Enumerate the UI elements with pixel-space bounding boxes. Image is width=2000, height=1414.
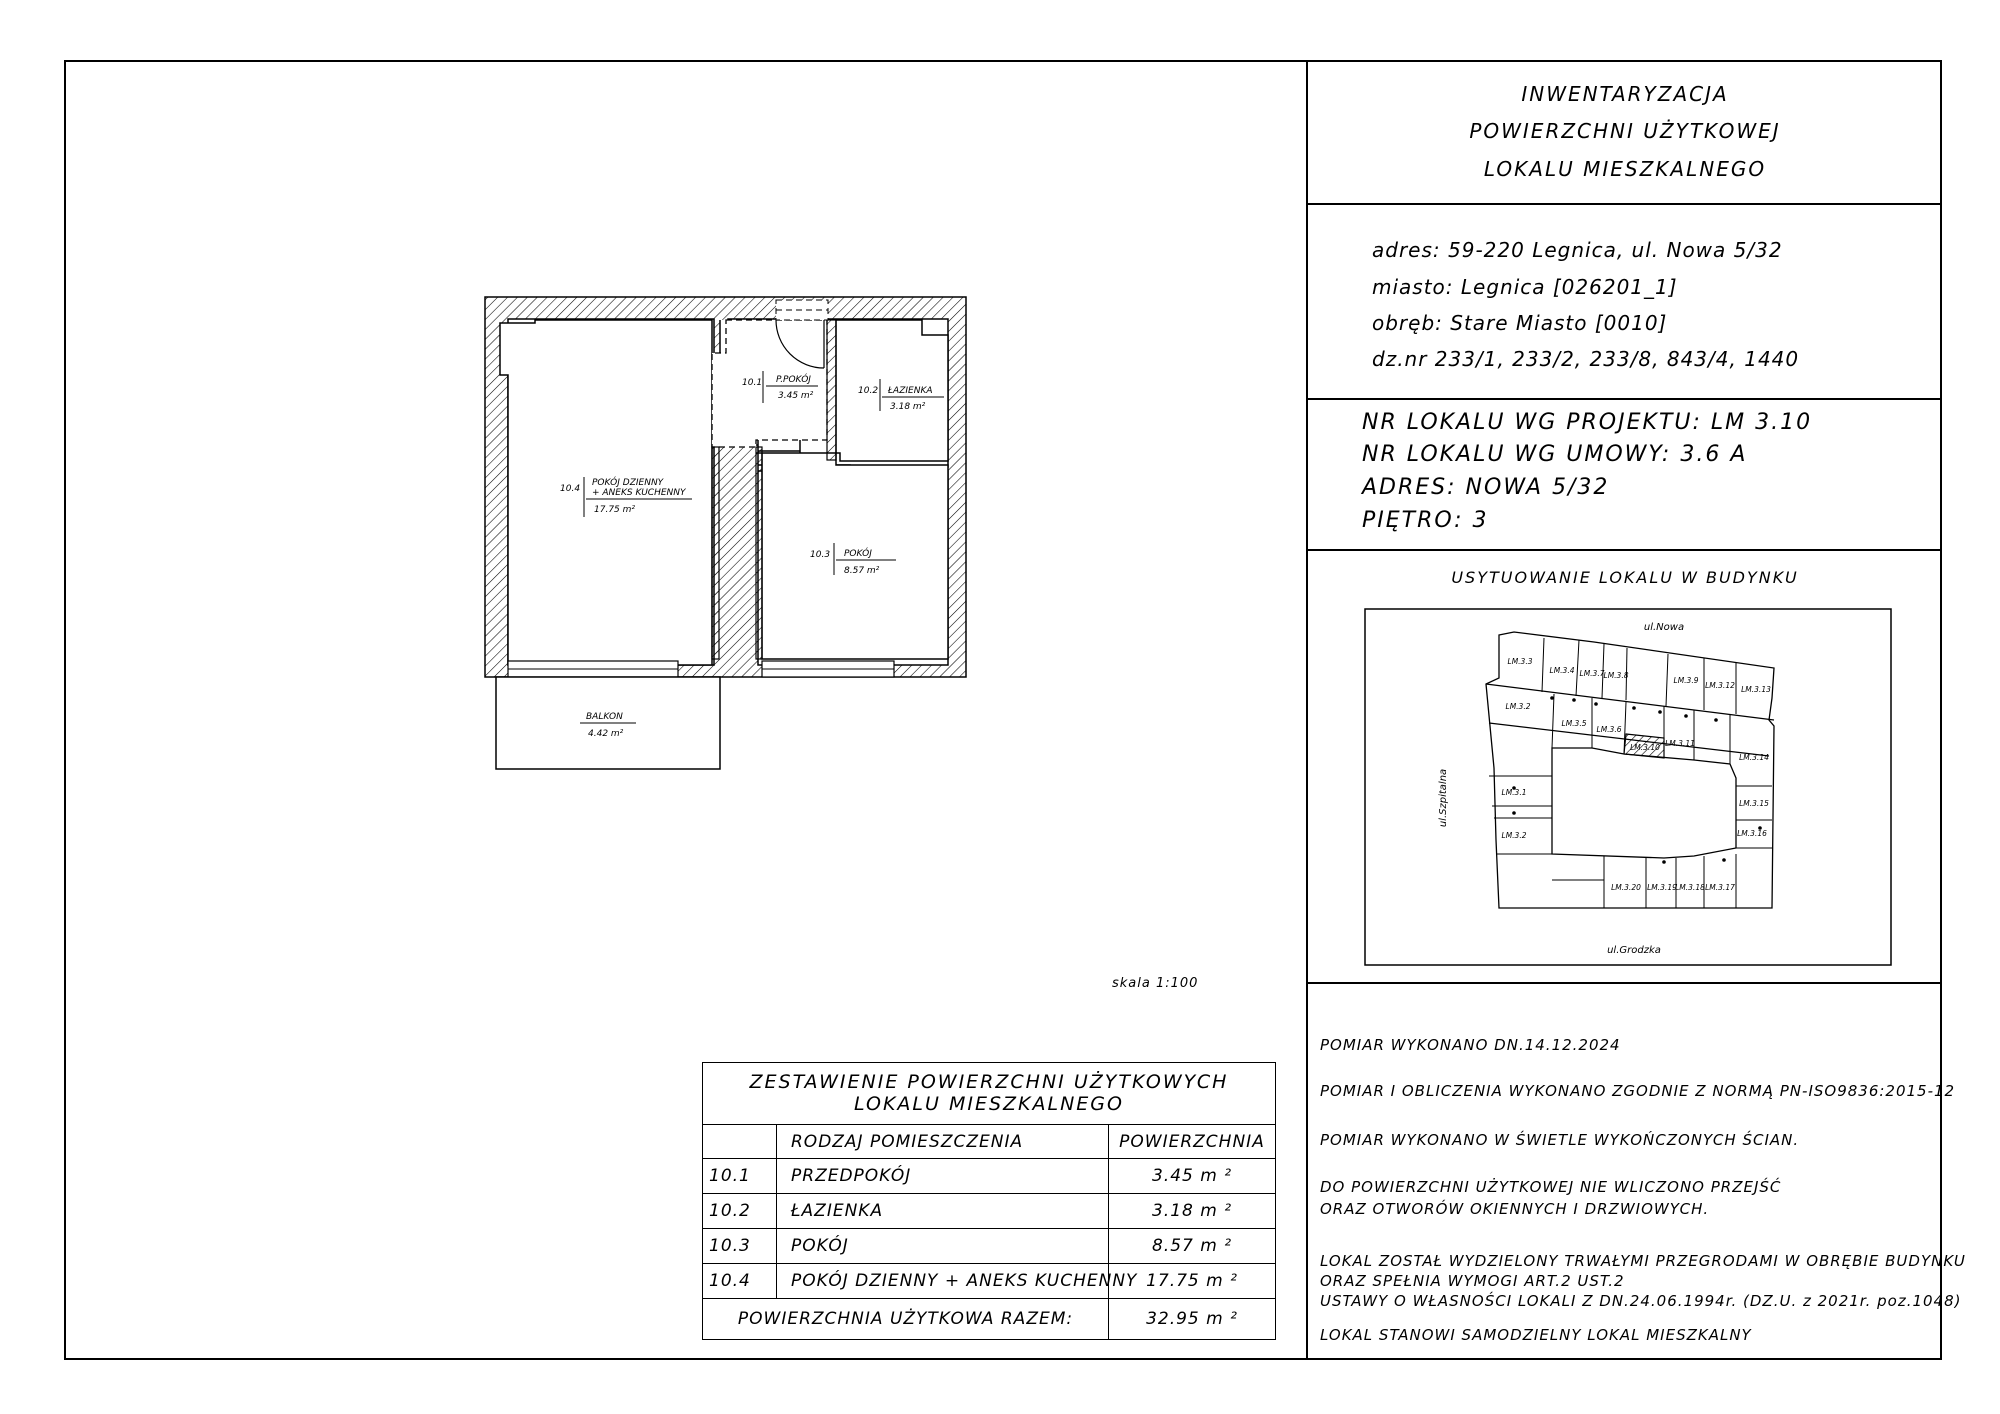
- street-west: ul.Szpitalna: [1438, 768, 1449, 828]
- site-unit-label: LM.3.6: [1596, 725, 1622, 734]
- summary-title-line: ZESTAWIENIE POWIERZCHNI UŻYTKOWYCH: [749, 1071, 1229, 1093]
- room-area: 8.57 m²: [844, 566, 880, 576]
- summary-title: [703, 1063, 1275, 1125]
- site-plan-title: USYTUOWANIE LOKALU W BUDYNKU: [1451, 568, 1799, 587]
- balcony-name: BALKON: [586, 712, 623, 722]
- site-unit-label: LM.3.14: [1739, 753, 1769, 762]
- table-row: [703, 1159, 1275, 1194]
- site-unit-label: LM.3.7: [1579, 669, 1605, 678]
- table-header-row: [703, 1125, 1275, 1159]
- divider-title: [1306, 203, 1942, 205]
- site-unit-label: LM.3.15: [1739, 799, 1769, 808]
- total-value: 32.95 m ²: [1146, 1309, 1238, 1329]
- note-measurement-date: POMIAR WYKONANO DN.14.12.2024: [1320, 1036, 1621, 1054]
- site-unit-label: LM.3.2: [1501, 831, 1527, 840]
- site-unit-label: LM.3.13: [1741, 685, 1771, 694]
- note-finished-walls: POMIAR WYKONANO W ŚWIETLE WYKOŃCZONYCH ŚCIAN.: [1320, 1131, 1800, 1149]
- room-number: 10.1: [742, 378, 763, 388]
- table-row: [703, 1264, 1275, 1299]
- street-north: ul.Nowa: [1643, 622, 1685, 633]
- site-unit-label: LM.3.10: [1630, 743, 1660, 752]
- title-line-2: POWIERZCHNI UŻYTKOWEJ: [1469, 119, 1781, 143]
- note-exclusions-1: DO POWIERZCHNI UŻYTKOWEJ NIE WLICZONO PRZEJŚĆ: [1320, 1178, 1782, 1196]
- row-name: POKÓJ: [777, 1229, 1109, 1263]
- unit-contract-number: NR LOKALU WG UMOWY: 3.6 A: [1362, 442, 1748, 467]
- total-label: POWIERZCHNIA UŻYTKOWA RAZEM:: [703, 1299, 1109, 1339]
- balcony-area: 4.42 m²: [588, 729, 624, 739]
- row-no: 10.2: [703, 1194, 777, 1228]
- room-name: + ANEKS KUCHENNY: [592, 488, 686, 498]
- note-legal-1: LOKAL ZOSTAŁ WYDZIELONY TRWAŁYMI PRZEGRODAMI W OBRĘBIE BUDYNKU: [1320, 1252, 1966, 1270]
- row-name: POKÓJ DZIENNY + ANEKS KUCHENNY: [777, 1264, 1109, 1298]
- summary-title-line: LOKALU MIESZKALNEGO: [854, 1093, 1124, 1115]
- divider-unit: [1306, 549, 1942, 551]
- site-unit-label: LM.3.19: [1647, 883, 1677, 892]
- unit-floor: PIĘTRO: 3: [1362, 508, 1489, 533]
- note-legal-3: USTAWY O WŁASNOŚCI LOKALI Z DN.24.06.1994r. (DZ.U. z 2021r. poz.1048): [1320, 1292, 1962, 1310]
- row-no: 10.1: [703, 1159, 777, 1193]
- site-unit-label: LM.3.8: [1603, 671, 1629, 680]
- site-plan: [1364, 608, 1892, 966]
- note-independent-unit: LOKAL STANOWI SAMODZIELNY LOKAL MIESZKALNY: [1320, 1326, 1752, 1344]
- table-row: [703, 1229, 1275, 1264]
- title-block-divider: [1306, 60, 1308, 1360]
- room-name: POKÓJ DZIENNY: [592, 478, 664, 488]
- site-unit-label: LM.3.9: [1673, 676, 1699, 685]
- site-unit-label: LM.3.2: [1505, 702, 1531, 711]
- room-name: POKÓJ: [844, 549, 872, 559]
- city-line: miasto: Legnica [026201_1]: [1372, 275, 1678, 299]
- row-name: PRZEDPOKÓJ: [777, 1159, 1109, 1193]
- room-number: 10.4: [560, 484, 581, 494]
- row-area: 3.18 m ²: [1151, 1201, 1233, 1221]
- room-number: 10.3: [810, 550, 831, 560]
- unit-address: ADRES: NOWA 5/32: [1362, 475, 1610, 500]
- row-area: 3.45 m ²: [1151, 1166, 1233, 1186]
- note-standard: POMIAR I OBLICZENIA WYKONANO ZGODNIE Z NORMĄ PN-ISO9836:2015-12: [1320, 1082, 1956, 1100]
- note-exclusions-2: ORAZ OTWORÓW OKIENNYCH I DRZWIOWYCH.: [1320, 1200, 1710, 1218]
- address-line: adres: 59-220 Legnica, ul. Nowa 5/32: [1372, 238, 1783, 262]
- room-number: 10.2: [858, 386, 879, 396]
- summary-table: [702, 1062, 1276, 1340]
- row-area: 17.75 m ²: [1146, 1271, 1238, 1291]
- room-area: 3.18 m²: [890, 402, 926, 412]
- floor-plan: [460, 285, 980, 775]
- table-total-row: [703, 1299, 1275, 1339]
- site-unit-label: LM.3.1: [1501, 788, 1527, 797]
- site-unit-label: LM.3.11: [1665, 739, 1695, 748]
- row-area: 8.57 m ²: [1151, 1236, 1233, 1256]
- header-room-type: RODZAJ POMIESZCZENIA: [777, 1125, 1109, 1158]
- street-south: ul.Grodzka: [1607, 945, 1661, 956]
- row-no: 10.3: [703, 1229, 777, 1263]
- precinct-line: obręb: Stare Miasto [0010]: [1372, 311, 1668, 335]
- note-legal-2: ORAZ SPEŁNIA WYMOGI ART.2 UST.2: [1320, 1272, 1625, 1290]
- room-name: P.POKÓJ: [776, 375, 811, 385]
- room-name: ŁAZIENKA: [888, 386, 933, 396]
- site-unit-label: LM.3.4: [1549, 666, 1575, 675]
- row-no: 10.4: [703, 1264, 777, 1298]
- divider-address: [1306, 398, 1942, 400]
- row-name: ŁAZIENKA: [777, 1194, 1109, 1228]
- site-unit-label: LM.3.5: [1561, 719, 1587, 728]
- scale-label: skala 1:100: [1112, 976, 1199, 991]
- building-outline: [1486, 632, 1774, 908]
- site-unit-label: LM.3.18: [1675, 883, 1705, 892]
- room-area: 3.45 m²: [778, 391, 814, 401]
- site-unit-label: LM.3.17: [1705, 883, 1735, 892]
- header-area: POWIERZCHNIA: [1119, 1131, 1265, 1152]
- site-unit-label: LM.3.3: [1507, 657, 1533, 666]
- unit-project-number: NR LOKALU WG PROJEKTU: LM 3.10: [1362, 410, 1813, 435]
- table-row: [703, 1194, 1275, 1229]
- courtyard-outline: [1552, 748, 1736, 858]
- divider-site: [1306, 982, 1942, 984]
- room-area: 17.75 m²: [594, 505, 636, 515]
- site-unit-label: LM.3.12: [1705, 681, 1735, 690]
- title-line-3: LOKALU MIESZKALNEGO: [1483, 157, 1767, 181]
- parcel-line: dz.nr 233/1, 233/2, 233/8, 843/4, 1440: [1372, 347, 1800, 371]
- site-unit-label: LM.3.20: [1611, 883, 1641, 892]
- title-line-1: INWENTARYZACJA: [1521, 82, 1729, 106]
- site-unit-label: LM.3.16: [1737, 829, 1767, 838]
- header-no: [703, 1125, 777, 1158]
